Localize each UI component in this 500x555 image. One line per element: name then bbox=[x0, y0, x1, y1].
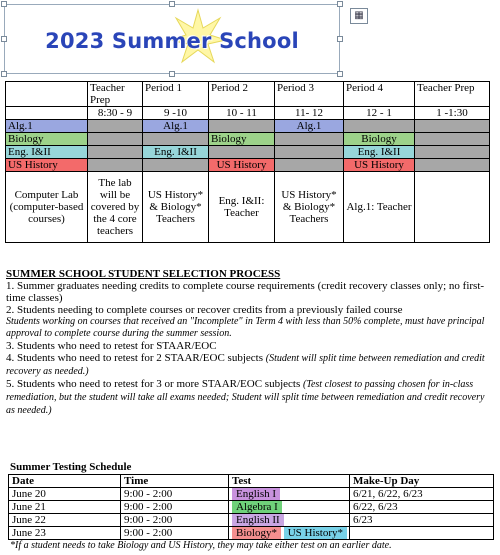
blank-cell bbox=[88, 146, 143, 159]
process-item bbox=[6, 352, 494, 378]
blank-cell bbox=[275, 133, 344, 146]
footnote: *If a student needs to take Biology and US History, they may take either test on an earlier date. bbox=[10, 540, 392, 551]
header-cell: Period 3 bbox=[275, 82, 344, 107]
blank-cell bbox=[143, 133, 209, 146]
course-cell: US History bbox=[344, 159, 415, 172]
header-cell: Teacher Prep bbox=[415, 82, 490, 107]
blank-cell bbox=[88, 133, 143, 146]
blank-cell bbox=[143, 159, 209, 172]
table-row bbox=[9, 501, 494, 514]
course-cell: Alg.1 bbox=[6, 120, 88, 133]
time-cell: 10 - 11 bbox=[209, 107, 275, 120]
testing-table bbox=[8, 474, 494, 540]
makeup-cell bbox=[350, 527, 494, 540]
test-badge: Biology* bbox=[232, 527, 281, 539]
header-cell bbox=[6, 82, 88, 107]
resize-handle[interactable] bbox=[169, 71, 175, 77]
blank-cell bbox=[209, 120, 275, 133]
time-cell: 11- 12 bbox=[275, 107, 344, 120]
layout-options-icon[interactable]: ▦ bbox=[350, 8, 368, 24]
header-cell: Make-Up Day bbox=[350, 475, 494, 488]
time-cell: 9:00 - 2:00 bbox=[121, 488, 229, 501]
table-row bbox=[9, 488, 494, 501]
test-badge: English I bbox=[232, 488, 280, 500]
test-cell bbox=[229, 488, 350, 501]
blank-cell bbox=[415, 133, 490, 146]
time-cell: 9:00 - 2:00 bbox=[121, 527, 229, 540]
schedule-row-alg1 bbox=[6, 120, 490, 133]
course-cell: Biology bbox=[344, 133, 415, 146]
testing-header-row bbox=[9, 475, 494, 488]
blank-cell bbox=[275, 159, 344, 172]
blank-cell bbox=[415, 146, 490, 159]
blank-cell bbox=[88, 120, 143, 133]
resize-handle[interactable] bbox=[169, 1, 175, 7]
teacher-cell: Computer Lab (computer-based courses) bbox=[6, 172, 88, 243]
test-cell bbox=[229, 501, 350, 514]
course-cell: US History bbox=[209, 159, 275, 172]
time-cell bbox=[6, 107, 88, 120]
resize-handle[interactable] bbox=[1, 1, 7, 7]
resize-handle[interactable] bbox=[1, 71, 7, 77]
time-cell: 9:00 - 2:00 bbox=[121, 514, 229, 527]
blank-cell bbox=[209, 146, 275, 159]
schedule-teacher-row bbox=[6, 172, 490, 243]
makeup-cell: 6/22, 6/23 bbox=[350, 501, 494, 514]
teacher-cell: The lab will be covered by the 4 core teachers bbox=[88, 172, 143, 243]
course-cell: Alg.1 bbox=[143, 120, 209, 133]
date-cell: June 21 bbox=[9, 501, 121, 514]
course-cell: Eng. I&II bbox=[143, 146, 209, 159]
process-item-text: 4. Students who need to retest for 2 STAAR/EOC subjects bbox=[6, 352, 263, 364]
teacher-cell: Eng. I&II: Teacher bbox=[209, 172, 275, 243]
time-cell: 9:00 - 2:00 bbox=[121, 501, 229, 514]
course-cell: Biology bbox=[6, 133, 88, 146]
testing-title: Summer Testing Schedule bbox=[10, 461, 132, 473]
blank-cell bbox=[275, 146, 344, 159]
test-cell bbox=[229, 527, 350, 540]
blank-cell bbox=[415, 120, 490, 133]
schedule-row-eng bbox=[6, 146, 490, 159]
schedule-header-row bbox=[6, 82, 490, 107]
process-item: 3. Students who need to retest for STAAR/EOC bbox=[6, 340, 217, 352]
course-cell: US History bbox=[6, 159, 88, 172]
header-cell: Period 1 bbox=[143, 82, 209, 107]
banner-title: 2023 Summer School bbox=[45, 29, 299, 53]
teacher-cell bbox=[415, 172, 490, 243]
blank-cell bbox=[415, 159, 490, 172]
process-item-text: 5. Students who need to retest for 3 or more STAAR/EOC subjects bbox=[6, 378, 301, 390]
schedule-row-us-history bbox=[6, 159, 490, 172]
process-note: (Student will split time between remediation and credit recovery as needed.) bbox=[6, 353, 485, 377]
section-title: SUMMER SCHOOL STUDENT SELECTION PROCESS bbox=[6, 268, 281, 280]
time-cell: 1 -1:30 bbox=[415, 107, 490, 120]
schedule-row-biology bbox=[6, 133, 490, 146]
date-cell: June 23 bbox=[9, 527, 121, 540]
date-cell: June 20 bbox=[9, 488, 121, 501]
teacher-cell: Alg.1: Teacher bbox=[344, 172, 415, 243]
course-cell: Eng. I&II bbox=[344, 146, 415, 159]
time-cell: 8:30 - 9 bbox=[88, 107, 143, 120]
test-badge: English II bbox=[232, 514, 284, 526]
selection-process bbox=[6, 268, 494, 417]
course-cell: Alg.1 bbox=[275, 120, 344, 133]
course-cell: Eng. I&II bbox=[6, 146, 88, 159]
schedule-time-row bbox=[6, 107, 490, 120]
header-cell: Date bbox=[9, 475, 121, 488]
process-item bbox=[6, 378, 494, 417]
makeup-cell: 6/21, 6/22, 6/23 bbox=[350, 488, 494, 501]
time-cell: 9 -10 bbox=[143, 107, 209, 120]
process-note: Students working on courses that received an "Incomplete" in Term 4 with less than 50% complete, must have principal approval to complete course during the summer session. bbox=[6, 316, 485, 339]
blank-cell bbox=[88, 159, 143, 172]
table-row bbox=[9, 527, 494, 540]
table-row bbox=[9, 514, 494, 527]
header-cell: Period 2 bbox=[209, 82, 275, 107]
process-item: 2. Students needing to complete courses or recover credits from a previously failed course bbox=[6, 304, 403, 316]
test-cell bbox=[229, 514, 350, 527]
resize-handle[interactable] bbox=[337, 1, 343, 7]
header-cell: Period 4 bbox=[344, 82, 415, 107]
teacher-cell: US History* & Biology* Teachers bbox=[275, 172, 344, 243]
process-note: (Test closest to passing chosen for in-class remediation, but the student will take all exams needed; Student will split time between remediation and credit recovery as needed.) bbox=[6, 379, 485, 416]
resize-handle[interactable] bbox=[337, 71, 343, 77]
test-badge: US History* bbox=[284, 527, 347, 539]
header-cell: Teacher Prep bbox=[88, 82, 143, 107]
schedule-table bbox=[5, 81, 490, 243]
header-cell: Test bbox=[229, 475, 350, 488]
makeup-cell: 6/23 bbox=[350, 514, 494, 527]
header-cell: Time bbox=[121, 475, 229, 488]
course-cell: Biology bbox=[209, 133, 275, 146]
teacher-cell: US History* & Biology* Teachers bbox=[143, 172, 209, 243]
time-cell: 12 - 1 bbox=[344, 107, 415, 120]
test-badge: Algebra I bbox=[232, 501, 282, 513]
blank-cell bbox=[344, 120, 415, 133]
process-item: 1. Summer graduates needing credits to complete course requirements (credit recovery classes only; no first-time classes) bbox=[6, 280, 485, 304]
date-cell: June 22 bbox=[9, 514, 121, 527]
